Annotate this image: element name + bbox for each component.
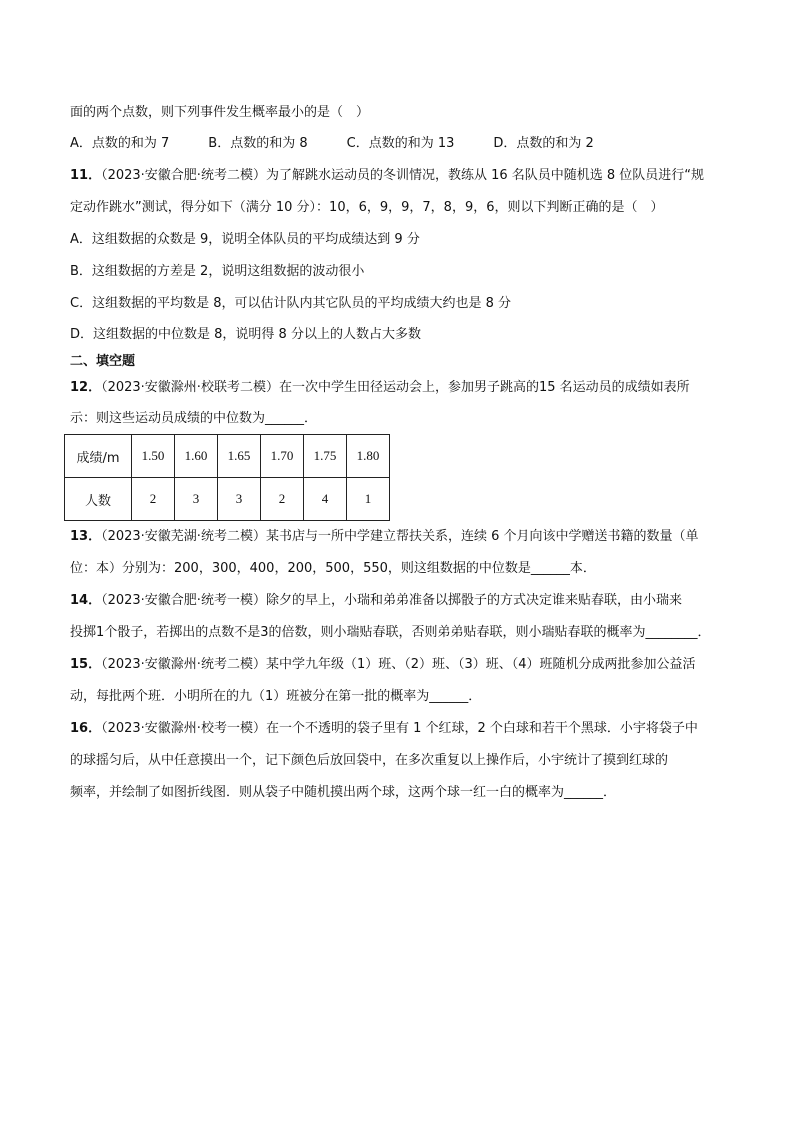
q12-stem-1 — [70, 379, 690, 397]
q14-stem-1 — [70, 592, 682, 610]
q16-stem-1 — [70, 720, 698, 738]
table-cell: 1.65 — [218, 435, 261, 478]
table-row-counts — [65, 478, 390, 521]
q12-text-1: （2023·安徽滁州·校联考二模）在一次中学生田径运动会上，参加男子跳高的15 名运动员的成绩如表所 — [101, 380, 690, 395]
q11-option-b: B．这组数据的方差是 2，说明这组数据的波动很小 — [70, 264, 365, 279]
table-cell: 2 — [261, 478, 304, 521]
q14-stem-2: 投掷1个骰子，若掷出的点数不是3的倍数，则小瑞贴春联，否则弟弟贴春联，则小瑞贴春联的概率为________． — [70, 625, 711, 640]
table-cell: 3 — [175, 478, 218, 521]
section-heading-fill-in: 二、填空题 — [70, 354, 136, 369]
table-cell: 1.60 — [175, 435, 218, 478]
q16-stem-2: 的球摇匀后，从中任意摸出一个，记下颜色后放回袋中，在多次重复以上操作后，小宇统计了摸到红球的 — [70, 753, 669, 768]
high-jump-scores-table — [64, 434, 390, 521]
q13-text-1: （2023·安徽芜湖·统考二模）某书店与一所中学建立帮扶关系，连续 6 个月向该中学赠送书籍的数量（单 — [101, 529, 699, 544]
q14-number: 14． — [70, 593, 102, 608]
q12-number: 12． — [70, 380, 102, 395]
q15-stem-2: 动，每批两个班．小明所在的九（1）班被分在第一批的概率为______． — [70, 689, 482, 704]
table-cell: 1 — [347, 478, 390, 521]
q13-stem-2: 位：本）分别为：200，300，400，200，500，550，则这组数据的中位数是______本． — [70, 561, 596, 576]
q11-text-1: （2023·安徽合肥·统考二模）为了解跳水运动员的冬训情况，教练从 16 名队员中随机选 8 位队员进行“规 — [101, 168, 705, 183]
q14-text-1: （2023·安徽合肥·统考一模）除夕的早上，小瑞和弟弟准备以掷骰子的方式决定谁来贴春联，由小瑞来 — [101, 593, 682, 608]
q10-continuation: 面的两个点数，则下列事件发生概率最小的是（ ） — [70, 105, 370, 120]
q15-text-1: （2023·安徽滁州·统考二模）某中学九年级（1）班、（2）班、（3）班、（4）班随机分成两批参加公益活 — [101, 657, 696, 672]
q11-option-a: A．这组数据的众数是 9，说明全体队员的平均成绩达到 9 分 — [70, 232, 420, 247]
table-cell: 4 — [304, 478, 347, 521]
q11-stem-2: 定动作跳水”测试，得分如下（满分 10 分）：10，6，9，9，7，8，9，6，则以下判断正确的是（ ） — [70, 200, 664, 215]
table-cell: 1.80 — [347, 435, 390, 478]
q11-option-c: C．这组数据的平均数是 8，可以估计队内其它队员的平均成绩大约也是 8 分 — [70, 296, 512, 311]
table-cell: 3 — [218, 478, 261, 521]
table-cell: 1.70 — [261, 435, 304, 478]
q13-number: 13． — [70, 529, 102, 544]
table-row-scores — [65, 435, 390, 478]
q12-stem-2: 示：则这些运动员成绩的中位数为______． — [70, 411, 318, 426]
q11-number: 11． — [70, 168, 102, 183]
table-header-count: 人数 — [65, 478, 132, 521]
table-cell: 1.50 — [132, 435, 175, 478]
table-cell: 1.75 — [304, 435, 347, 478]
q10-options: A．点数的和为 7 B．点数的和为 8 C．点数的和为 13 D．点数的和为 2 — [70, 136, 594, 151]
q13-stem-1 — [70, 528, 698, 546]
q16-text-1: （2023·安徽滁州·校考一模）在一个不透明的袋子里有 1 个红球，2 个白球和若干个黑球．小宇将袋子中 — [101, 721, 698, 736]
q11-option-d: D．这组数据的中位数是 8，说明得 8 分以上的人数占大多数 — [70, 327, 421, 342]
q11-stem-1 — [70, 167, 704, 185]
q15-number: 15． — [70, 657, 102, 672]
q16-number: 16． — [70, 721, 102, 736]
table-header-score: 成绩/m — [65, 435, 132, 478]
q16-stem-3: 频率，并绘制了如图折线图．则从袋子中随机摸出两个球，这两个球一红一白的概率为______． — [70, 785, 617, 800]
q15-stem-1 — [70, 656, 696, 674]
table-cell: 2 — [132, 478, 175, 521]
